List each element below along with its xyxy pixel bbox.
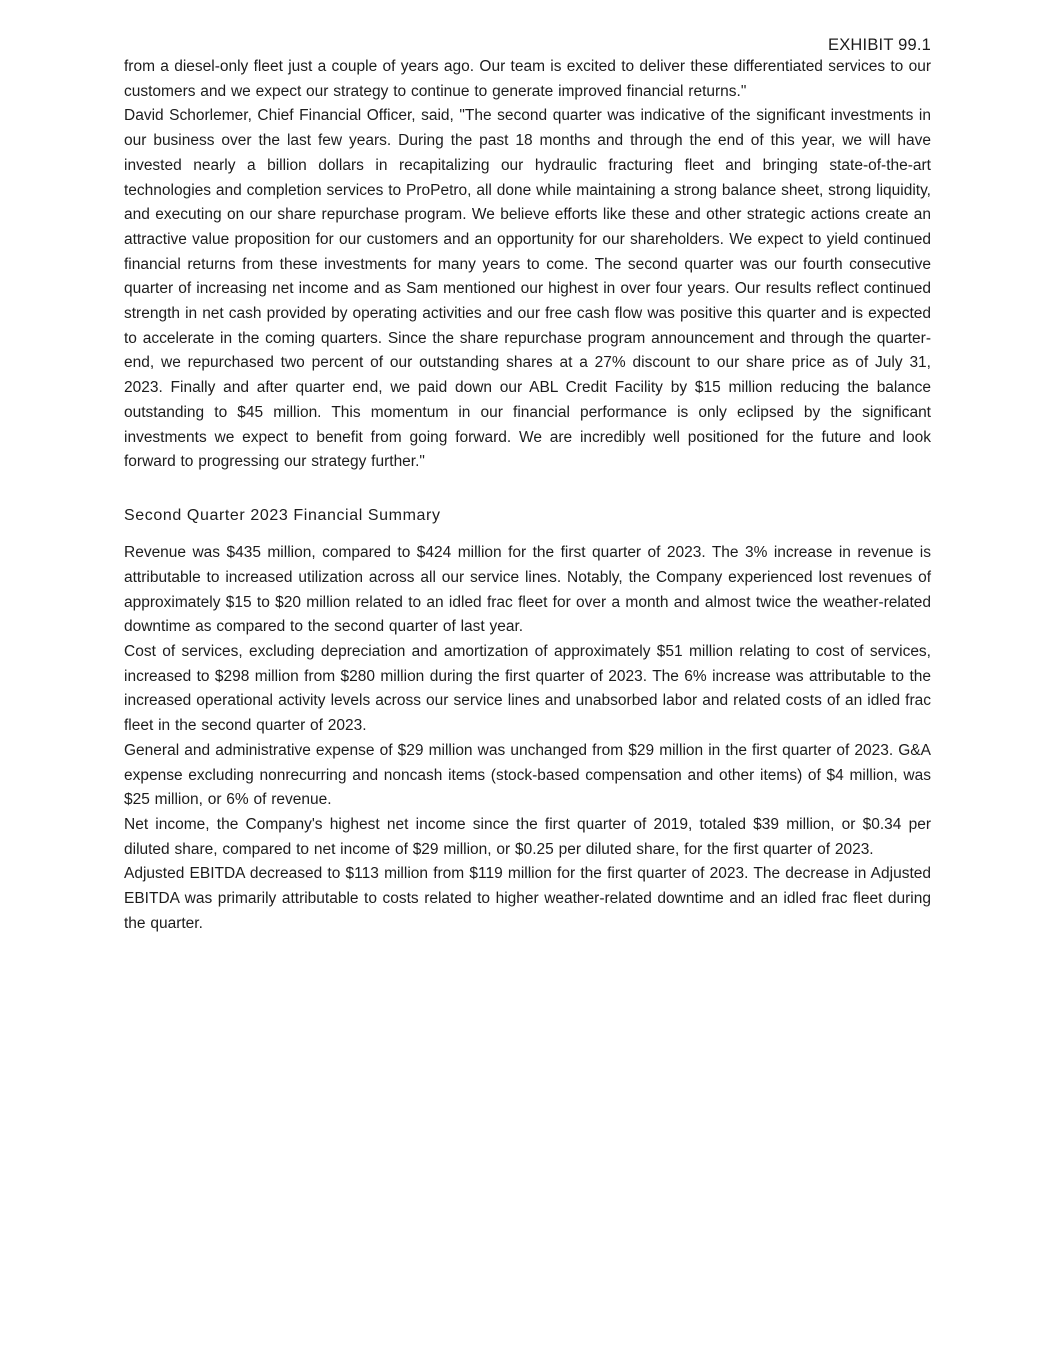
exhibit-label: EXHIBIT 99.1 — [828, 36, 931, 54]
intro-paragraph: from a diesel-only fleet just a couple of years ago. Our team is excited to deliver these differentiated services to our customers and we expect our strategy to continue to generate improved financial returns." — [124, 58, 931, 100]
net-income-paragraph: Net income, the Company's highest net income since the first quarter of 2019, totaled $39 million, or $0.34 per diluted share, compared to net income of $29 million, or $0.25 per diluted share, for the first quarter of 2023. — [124, 815, 931, 858]
adjusted-ebitda-paragraph: Adjusted EBITDA decreased to $113 million from $119 million for the first quarter of 2023. The decrease in Adjusted EBITDA was primarily attributable to costs related to higher weather-related downtime and an idled frac fleet during the quarter. — [124, 865, 931, 932]
revenue-paragraph: Revenue was $435 million, compared to $424 million for the first quarter of 2023. The 3% increase in revenue is attributable to increased utilization across all our service lines. Notably, the Company experienced lost revenues of approximately $15 to $20 million related to an idled frac fleet for over a month and almost twice the weather-related downtime as compared to the second quarter of last year. — [124, 544, 931, 636]
document-content — [124, 0, 931, 936]
cost-of-services-paragraph: Cost of services, excluding depreciation and amortization of approximately $51 million relating to cost of services, increased to $298 million from $280 million during the first quarter of 2023. The 6% increase was attributable to the increased operational activity levels across our service lines and unabsorbed labor and related costs of an idled frac fleet in the second quarter of 2023. — [124, 643, 931, 735]
general-admin-paragraph: General and administrative expense of $29 million was unchanged from $29 million in the first quarter of 2023. G&A expense excluding nonrecurring and noncash items (stock-based compensation and other items) of $4 million, was $25 million, or 6% of revenue. — [124, 741, 931, 809]
cfo-quote-paragraph: David Schorlemer, Chief Financial Officer, said, "The second quarter was indicative of the significant investments in our business over the last few years. During the past 18 months and through the end of this year, we will have invested nearly a billion dollars in recapitalizing our hydraulic fracturing fleet and bringing state-of-the-art technologies and completion services to ProPetro, all done while maintaining a strong balance sheet, strong liquidity, and executing on our share repurchase program. We believe efforts like these and other strategic actions create an attractive value proposition for our customers and an opportunity for our shareholders. We expect to yield continued financial returns from these investments for many years to come. The second quarter was our fourth consecutive quarter of increasing net income and as Sam mentioned our highest in over four years. Our results reflect continued strength in net cash provided by operating activities and our free cash flow was positive this quarter and is expected to accelerate in the coming quarters. Since the share repurchase program announcement and through the quarter-end, we repurchased two percent of our outstanding shares at a 27% discount to our share price as of July 31, 2023. Finally and after quarter end, we paid down our ABL Credit Facility by $15 million reducing the balance outstanding to $45 million. This momentum in our financial performance is only eclipsed by the significant investments we expect to benefit from going forward. We are incredibly well positioned for the future and look forward to progressing our strategy further." — [124, 107, 931, 471]
financial-summary-heading: Second Quarter 2023 Financial Summary — [124, 506, 441, 524]
